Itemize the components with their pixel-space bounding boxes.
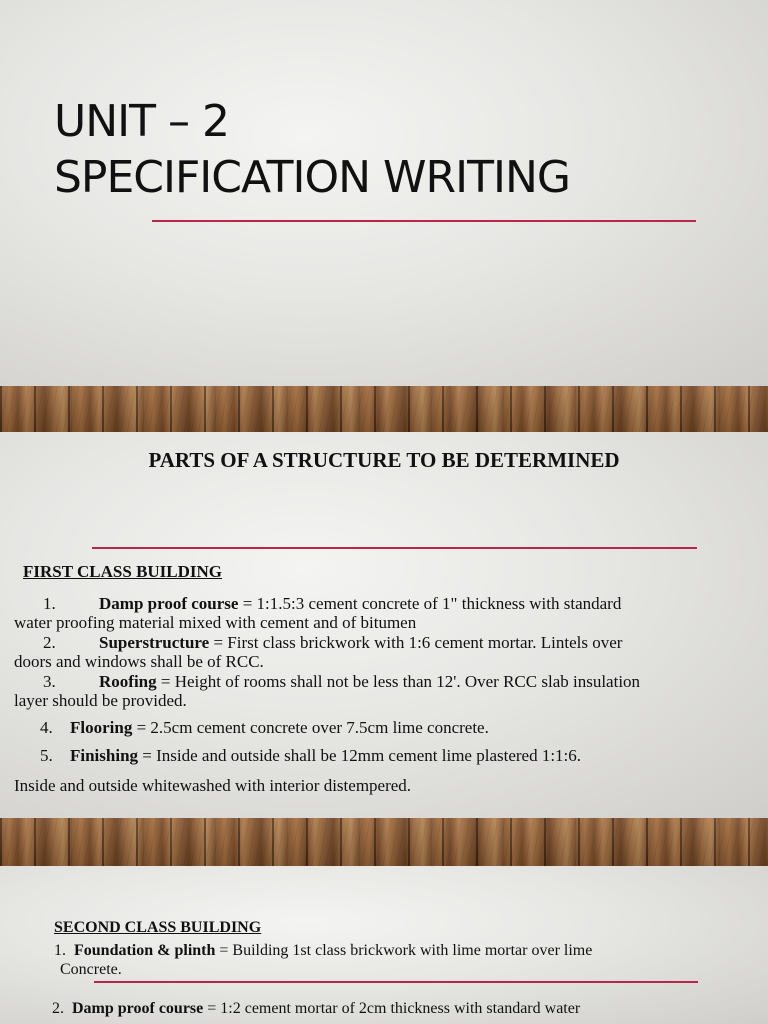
- item-label: Superstructure: [99, 633, 210, 652]
- item-label: Foundation & plinth: [74, 942, 216, 959]
- list-item: [14, 672, 714, 710]
- title-slide: [0, 0, 768, 386]
- first-class-subheading: FIRST CLASS BUILDING: [23, 562, 223, 581]
- specification-title: SPECIFICATION WRITING: [54, 152, 570, 203]
- item-text: = 1:1.5:3 cement concrete of 1" thickness with standard: [238, 594, 622, 613]
- item-label: Finishing: [70, 746, 139, 765]
- second-class-subheading: SECOND CLASS BUILDING: [54, 919, 262, 936]
- item-text: = 2.5cm cement concrete over 7.5cm lime concrete.: [132, 718, 489, 737]
- item-number: 2.: [43, 633, 56, 652]
- item-text: = First class brickwork with 1:6 cement mortar. Lintels over: [209, 633, 623, 652]
- item-text: = 1:2 cement mortar of 2cm thickness with standard water: [203, 1000, 581, 1017]
- item-text: = Height of rooms shall not be less than 12'. Over RCC slab insulation: [156, 672, 641, 691]
- list-item: [14, 746, 714, 765]
- item-number: 1.: [43, 594, 56, 613]
- unit-title: UNIT – 2: [54, 96, 229, 147]
- item-label: Flooring: [70, 718, 133, 737]
- wood-floor-band: [0, 818, 768, 866]
- item-text: = Building 1st class brickwork with lime mortar over lime: [215, 942, 593, 959]
- wood-floor-band: [0, 386, 768, 432]
- section-divider: [94, 981, 698, 983]
- item-number: 4.: [40, 718, 53, 737]
- item-continuation: layer should be provided.: [14, 691, 187, 710]
- list-item: [14, 718, 714, 737]
- heading-divider: [92, 547, 697, 549]
- item-label: Damp proof course: [72, 1000, 204, 1017]
- first-class-slide: [0, 432, 768, 818]
- list-item: [54, 941, 674, 979]
- item-continuation: doors and windows shall be of RCC.: [14, 652, 264, 671]
- item-number: 1.: [54, 942, 66, 959]
- item-text: = Inside and outside shall be 12mm cement lime plastered 1:1:6.: [138, 746, 582, 765]
- list-item: [52, 999, 692, 1018]
- item-number: 2.: [52, 1000, 64, 1017]
- item-continuation: water proofing material mixed with cement and of bitumen: [14, 613, 417, 632]
- list-item: [14, 633, 714, 671]
- slide-heading: PARTS OF A STRUCTURE TO BE DETERMINED: [148, 448, 620, 472]
- item-number: 3.: [43, 672, 56, 691]
- list-item: [14, 594, 714, 632]
- closing-text: Inside and outside whitewashed with interior distempered.: [14, 776, 412, 795]
- title-divider: [152, 220, 696, 222]
- second-class-slide: [0, 866, 768, 1024]
- item-label: Roofing: [99, 672, 157, 691]
- item-number: 5.: [40, 746, 53, 765]
- item-continuation: Concrete.: [60, 961, 122, 978]
- item-label: Damp proof course: [99, 594, 239, 613]
